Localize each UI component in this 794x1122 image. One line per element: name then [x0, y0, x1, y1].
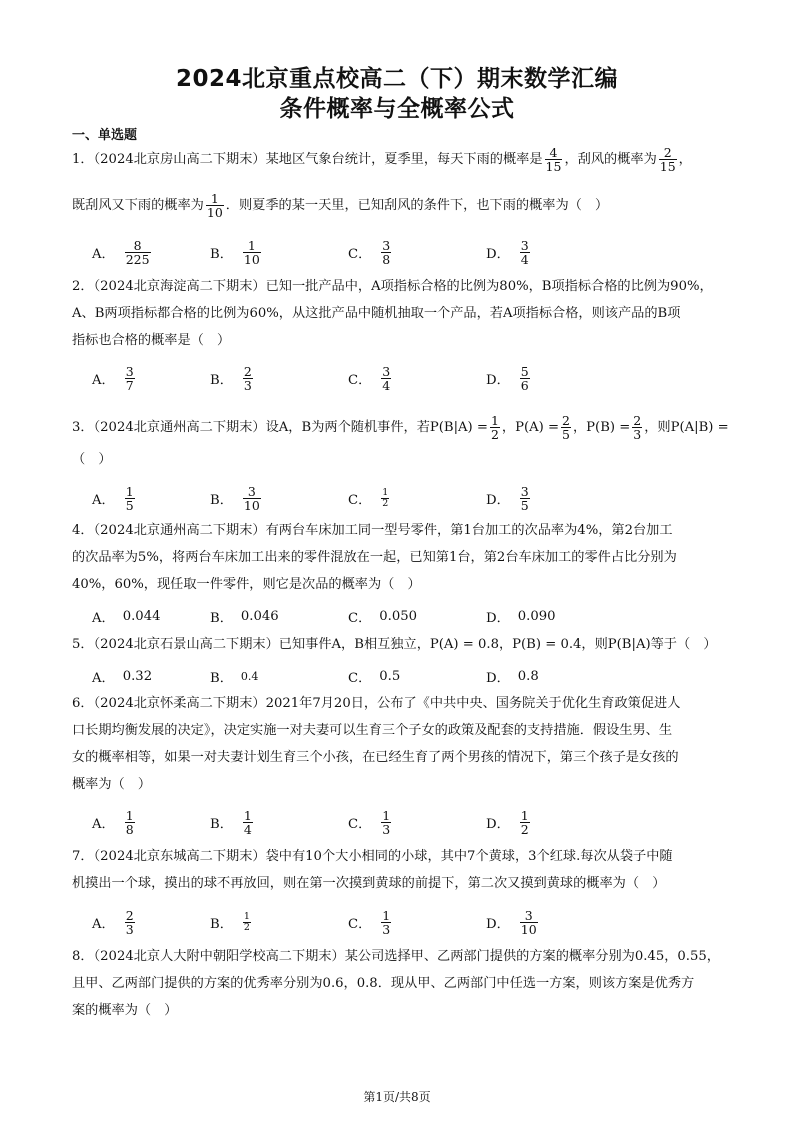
- q4-option-d[interactable]: D． 0.090: [486, 608, 556, 626]
- q5-option-b[interactable]: B． 0.4: [210, 669, 259, 686]
- q8-line-3: 案的概率为（ ）: [72, 1003, 178, 1018]
- q1-option-a[interactable]: A． $\frac{8}{225}$: [92, 237, 150, 267]
- q4-line-2: 的次品率为5%，将两台车床加工出来的零件混放在一起，已知第1台，第2台车床加工的零件占比分别为: [72, 550, 677, 565]
- q3-option-b[interactable]: B． $\frac{3}{10}$: [210, 483, 260, 513]
- q5-option-c[interactable]: C． 0.5: [348, 668, 401, 686]
- q7-option-b[interactable]: B． $\frac{1}{2}$: [210, 910, 250, 933]
- q1-fraction-rain: $\frac{4}{15}$: [545, 145, 562, 174]
- q3-option-d[interactable]: D． $\frac{3}{5}$: [486, 483, 529, 513]
- q2-option-a[interactable]: A． $\frac{3}{7}$: [92, 363, 134, 393]
- q3-fraction-2: $\frac{2}{5}$: [562, 413, 570, 442]
- q3-line-1: 3．（2024北京通州高二下期末）设A，B为两个随机事件，若P(B|A) = $\frac{1}{2}$ ，P(A) = $\frac{2}{5}$ ，P(B) = $\frac{2}{3}$ ，则P(A|B) =: [72, 413, 729, 442]
- q6-option-d[interactable]: D． $\frac{1}{2}$: [486, 807, 529, 837]
- q3-option-a[interactable]: A． $\frac{1}{5}$: [92, 483, 134, 513]
- q5-option-a[interactable]: A． 0.32: [92, 668, 153, 686]
- q4-line-1: 4．（2024北京通州高二下期末）有两台车床加工同一型号零件，第1台加工的次品率为4%，第2台加工: [72, 523, 673, 538]
- q4-option-a[interactable]: A． 0.044: [92, 608, 161, 626]
- section-heading: 一、单选题: [72, 128, 138, 143]
- q5-option-d[interactable]: D． 0.8: [486, 668, 539, 686]
- q1-fraction-wind: $\frac{2}{15}$: [659, 145, 676, 174]
- q3-options: [92, 478, 712, 518]
- q4-options: [92, 606, 712, 626]
- q6-option-b[interactable]: B． $\frac{1}{4}$: [210, 807, 252, 837]
- q6-line-4: 概率为（ ）: [72, 777, 152, 792]
- q6-option-c[interactable]: C． $\frac{1}{3}$: [348, 807, 391, 837]
- document-subtitle: 条件概率与全概率公式: [279, 96, 515, 122]
- q1-fraction-both: $\frac{1}{10}$: [206, 191, 223, 220]
- q4-line-3: 40%，60%，现任取一件零件，则它是次品的概率为（ ）: [72, 577, 421, 592]
- q2-options: [92, 358, 712, 398]
- q1-options: [92, 232, 712, 272]
- q5-options: [92, 666, 712, 686]
- q1-line-1: 1．（2024北京房山高二下期末）某地区气象台统计，夏季里，每天下雨的概率是 $\frac{4}{15}$ ，刮风的概率为 $\frac{2}{15}$ ，: [72, 145, 692, 174]
- q6-option-a[interactable]: A． $\frac{1}{8}$: [92, 807, 134, 837]
- q3-fraction-1: $\frac{1}{2}$: [490, 413, 499, 442]
- q8-line-2: 且甲、乙两部门提供的方案的优秀率分别为0.6，0.8．现从甲、乙两部门中任选一方案，则该方案是优秀方: [72, 976, 695, 991]
- q2-line-3: 指标也合格的概率是（ ）: [72, 333, 231, 348]
- q6-line-3: 女的概率相等，如果一对夫妻计划生育三个小孩，在已经生育了两个男孩的情况下，第三个孩子是女孩的: [72, 750, 679, 765]
- document-title: 2024北京重点校高二（下）期末数学汇编: [175, 66, 618, 92]
- q6-options: [92, 802, 712, 842]
- q4-option-c[interactable]: C． 0.050: [348, 608, 418, 626]
- q5-line-1: 5．（2024北京石景山高二下期末）已知事件A，B相互独立，P(A) = 0.8，P(B) = 0.4，则P(B|A)等于（ ）: [72, 637, 717, 652]
- q2-line-1: 2．（2024北京海淀高二下期末）已知一批产品中，A项指标合格的比例为80%，B项指标合格的比例为90%，: [72, 279, 713, 294]
- q2-option-c[interactable]: C． $\frac{3}{4}$: [348, 363, 391, 393]
- q7-line-2: 机摸出一个球，摸出的球不再放回，则在第一次摸到黄球的前提下，第二次又摸到黄球的概率为（ ）: [72, 876, 666, 891]
- q3-line-2: （ ）: [72, 452, 112, 467]
- q7-option-c[interactable]: C． $\frac{1}{3}$: [348, 907, 391, 937]
- q2-option-b[interactable]: B． $\frac{2}{3}$: [210, 363, 252, 393]
- q7-line-1: 7．（2024北京东城高二下期末）袋中有10个大小相同的小球，其中7个黄球，3个红球.每次从袋子中随: [72, 849, 673, 864]
- page-number: 第1页/共8页: [363, 1090, 431, 1104]
- q1-option-c[interactable]: C． $\frac{3}{8}$: [348, 237, 391, 267]
- q1-option-b[interactable]: B． $\frac{1}{10}$: [210, 237, 260, 267]
- q6-line-1: 6．（2024北京怀柔高二下期末）2021年7月20日，公布了《中共中央、国务院关于优化生育政策促进人: [72, 696, 681, 711]
- q2-line-2: A、B两项指标都合格的比例为60%，从这批产品中随机抽取一个产品，若A项指标合格，则该产品的B项: [72, 306, 681, 321]
- q8-line-1: 8．（2024北京人大附中朝阳学校高二下期末）某公司选择甲、乙两部门提供的方案的概率分别为0.45，0.55，: [72, 949, 720, 964]
- q7-options: [92, 902, 712, 942]
- q6-line-2: 口长期均衡发展的决定》，决定实施一对夫妻可以生育三个子女的政策及配套的支持措施．假设生男、生: [72, 723, 673, 738]
- q1-option-d[interactable]: D． $\frac{3}{4}$: [486, 237, 529, 267]
- q1-line-2: 既刮风又下雨的概率为 $\frac{1}{10}$ ．则夏季的某一天里，已知刮风的条件下，也下雨的概率为（ ）: [72, 191, 609, 220]
- q7-option-a[interactable]: A． $\frac{2}{3}$: [92, 907, 134, 937]
- q4-option-b[interactable]: B． 0.046: [210, 608, 279, 626]
- q3-option-c[interactable]: C． $\frac{1}{2}$: [348, 486, 389, 509]
- q2-option-d[interactable]: D． $\frac{5}{6}$: [486, 363, 529, 393]
- q7-option-d[interactable]: D． $\frac{3}{10}$: [486, 907, 537, 937]
- q3-fraction-3: $\frac{2}{3}$: [633, 413, 642, 442]
